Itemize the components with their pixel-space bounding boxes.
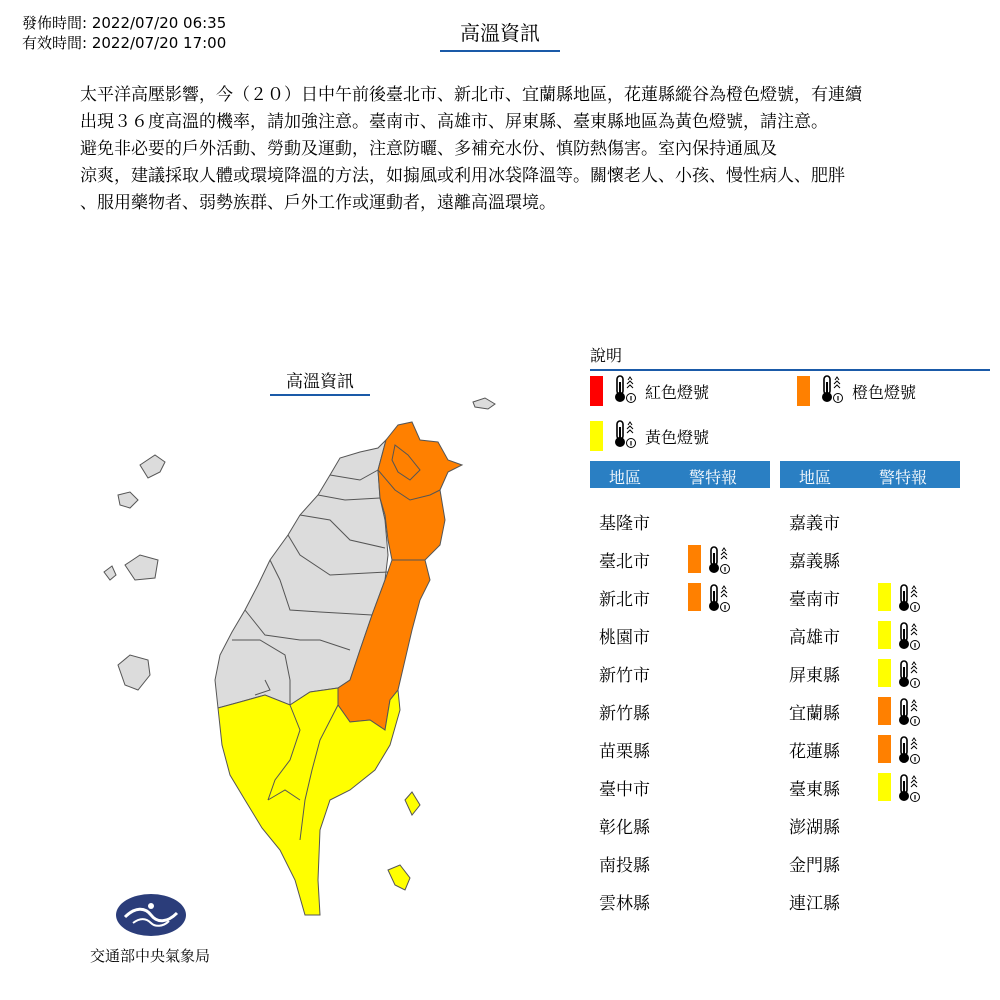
thermometer-heat-icon	[705, 545, 733, 579]
region-name: 臺中市	[599, 780, 650, 800]
region-row	[590, 887, 770, 913]
bulletin-line: 出現３６度高溫的機率，請加強注意。臺南市、高雄市、屏東縣、臺東縣地區為黃色燈號，請注意。	[80, 112, 828, 132]
legend-label: 橙色燈號	[852, 382, 917, 402]
thermometer-heat-icon	[895, 735, 923, 769]
region-row	[590, 659, 770, 685]
issue-info	[22, 13, 226, 53]
header-alert: 警特報	[879, 468, 928, 487]
region-name: 苗栗縣	[599, 742, 650, 762]
region-row	[590, 849, 770, 875]
region-name: 基隆市	[599, 514, 650, 534]
region-orange-north	[378, 422, 462, 560]
header-region: 地區	[799, 468, 832, 487]
legend-label: 黃色燈號	[645, 427, 710, 447]
legend-title: 說明	[590, 343, 990, 371]
region-row	[590, 507, 770, 533]
alert-level-bar	[878, 621, 891, 649]
region-row	[590, 811, 770, 837]
region-row	[780, 773, 960, 799]
cwb-logo	[115, 893, 187, 937]
region-name: 屏東縣	[789, 666, 840, 686]
table-header-right	[780, 461, 960, 488]
region-row	[590, 697, 770, 723]
bulletin-text	[80, 82, 920, 217]
region-yellow-south	[218, 688, 400, 915]
agency-name: 交通部中央氣象局	[89, 947, 210, 965]
alert-level-bar	[878, 659, 891, 687]
legend-item-yellow	[590, 419, 709, 453]
legend-swatch	[590, 376, 603, 406]
header-alert: 警特報	[689, 468, 738, 487]
region-name: 嘉義縣	[789, 552, 840, 572]
region-row	[780, 621, 960, 647]
region-row	[590, 545, 770, 571]
legend-label: 紅色燈號	[645, 382, 710, 402]
bulletin-line: 涼爽，建議採取人體或環境降溫的方法，如搧風或利用冰袋降溫等。關懷老人、小孩、慢性病人、肥胖	[80, 166, 845, 186]
region-row	[780, 545, 960, 571]
region-name: 新北市	[599, 590, 650, 610]
legend-swatch	[797, 376, 810, 406]
region-name: 澎湖縣	[789, 818, 840, 838]
region-name: 彰化縣	[599, 818, 650, 838]
taiwan-map	[95, 385, 515, 925]
issued-time: 發佈時間: 2022/07/20 06:35	[22, 14, 227, 32]
thermometer-heat-icon	[895, 773, 923, 807]
region-row	[590, 621, 770, 647]
region-row	[780, 887, 960, 913]
legend-swatch	[590, 421, 603, 451]
islands-yellow	[388, 792, 420, 890]
region-row	[590, 583, 770, 609]
alert-level-bar	[878, 583, 891, 611]
thermometer-heat-icon	[895, 621, 923, 655]
legend-item-orange	[797, 374, 916, 408]
page-title: 高溫資訊	[440, 17, 560, 52]
region-row	[780, 659, 960, 685]
thermometer-heat-icon	[895, 697, 923, 731]
region-row	[780, 697, 960, 723]
bulletin-line: 避免非必要的戶外活動、勞動及運動，注意防曬、多補充水份、慎防熱傷害。室內保持通風及	[80, 139, 777, 159]
alert-level-bar	[878, 697, 891, 725]
region-row	[780, 735, 960, 761]
region-row	[780, 507, 960, 533]
table-header-left	[590, 461, 770, 488]
map-title: 高溫資訊	[270, 367, 370, 396]
region-name: 桃園市	[599, 628, 650, 648]
region-name: 雲林縣	[599, 894, 650, 914]
header-region: 地區	[609, 468, 642, 487]
alert-level-bar	[878, 773, 891, 801]
bulletin-line: 、服用藥物者、弱勢族群、戶外工作或運動者，遠離高溫環境。	[80, 193, 556, 213]
region-row	[590, 735, 770, 761]
region-name: 花蓮縣	[789, 742, 840, 762]
thermometer-heat-icon	[895, 583, 923, 617]
region-name: 南投縣	[599, 856, 650, 876]
region-row	[780, 811, 960, 837]
thermometer-heat-icon	[705, 583, 733, 617]
legend-item-red	[590, 374, 709, 408]
region-name: 連江縣	[789, 894, 840, 914]
region-name: 新竹縣	[599, 704, 650, 724]
region-name: 宜蘭縣	[789, 704, 840, 724]
region-name: 新竹市	[599, 666, 650, 686]
bulletin-line: 太平洋高壓影響，今（２０）日中午前後臺北市、新北市、宜蘭縣地區，花蓮縣縱谷為橙色燈號，有連續	[80, 85, 862, 105]
region-name: 臺南市	[789, 590, 840, 610]
region-row	[590, 773, 770, 799]
thermometer-heat-icon	[611, 374, 639, 408]
alert-level-bar	[688, 583, 701, 611]
alert-level-bar	[878, 735, 891, 763]
region-name: 高雄市	[789, 628, 840, 648]
region-name: 臺北市	[599, 552, 650, 572]
region-name: 嘉義市	[789, 514, 840, 534]
alert-level-bar	[688, 545, 701, 573]
region-name: 臺東縣	[789, 780, 840, 800]
region-row	[780, 849, 960, 875]
region-name: 金門縣	[789, 856, 840, 876]
thermometer-heat-icon	[611, 419, 639, 453]
thermometer-heat-icon	[895, 659, 923, 693]
thermometer-heat-icon	[818, 374, 846, 408]
region-row	[780, 583, 960, 609]
valid-time: 有效時間: 2022/07/20 17:00	[22, 34, 227, 52]
